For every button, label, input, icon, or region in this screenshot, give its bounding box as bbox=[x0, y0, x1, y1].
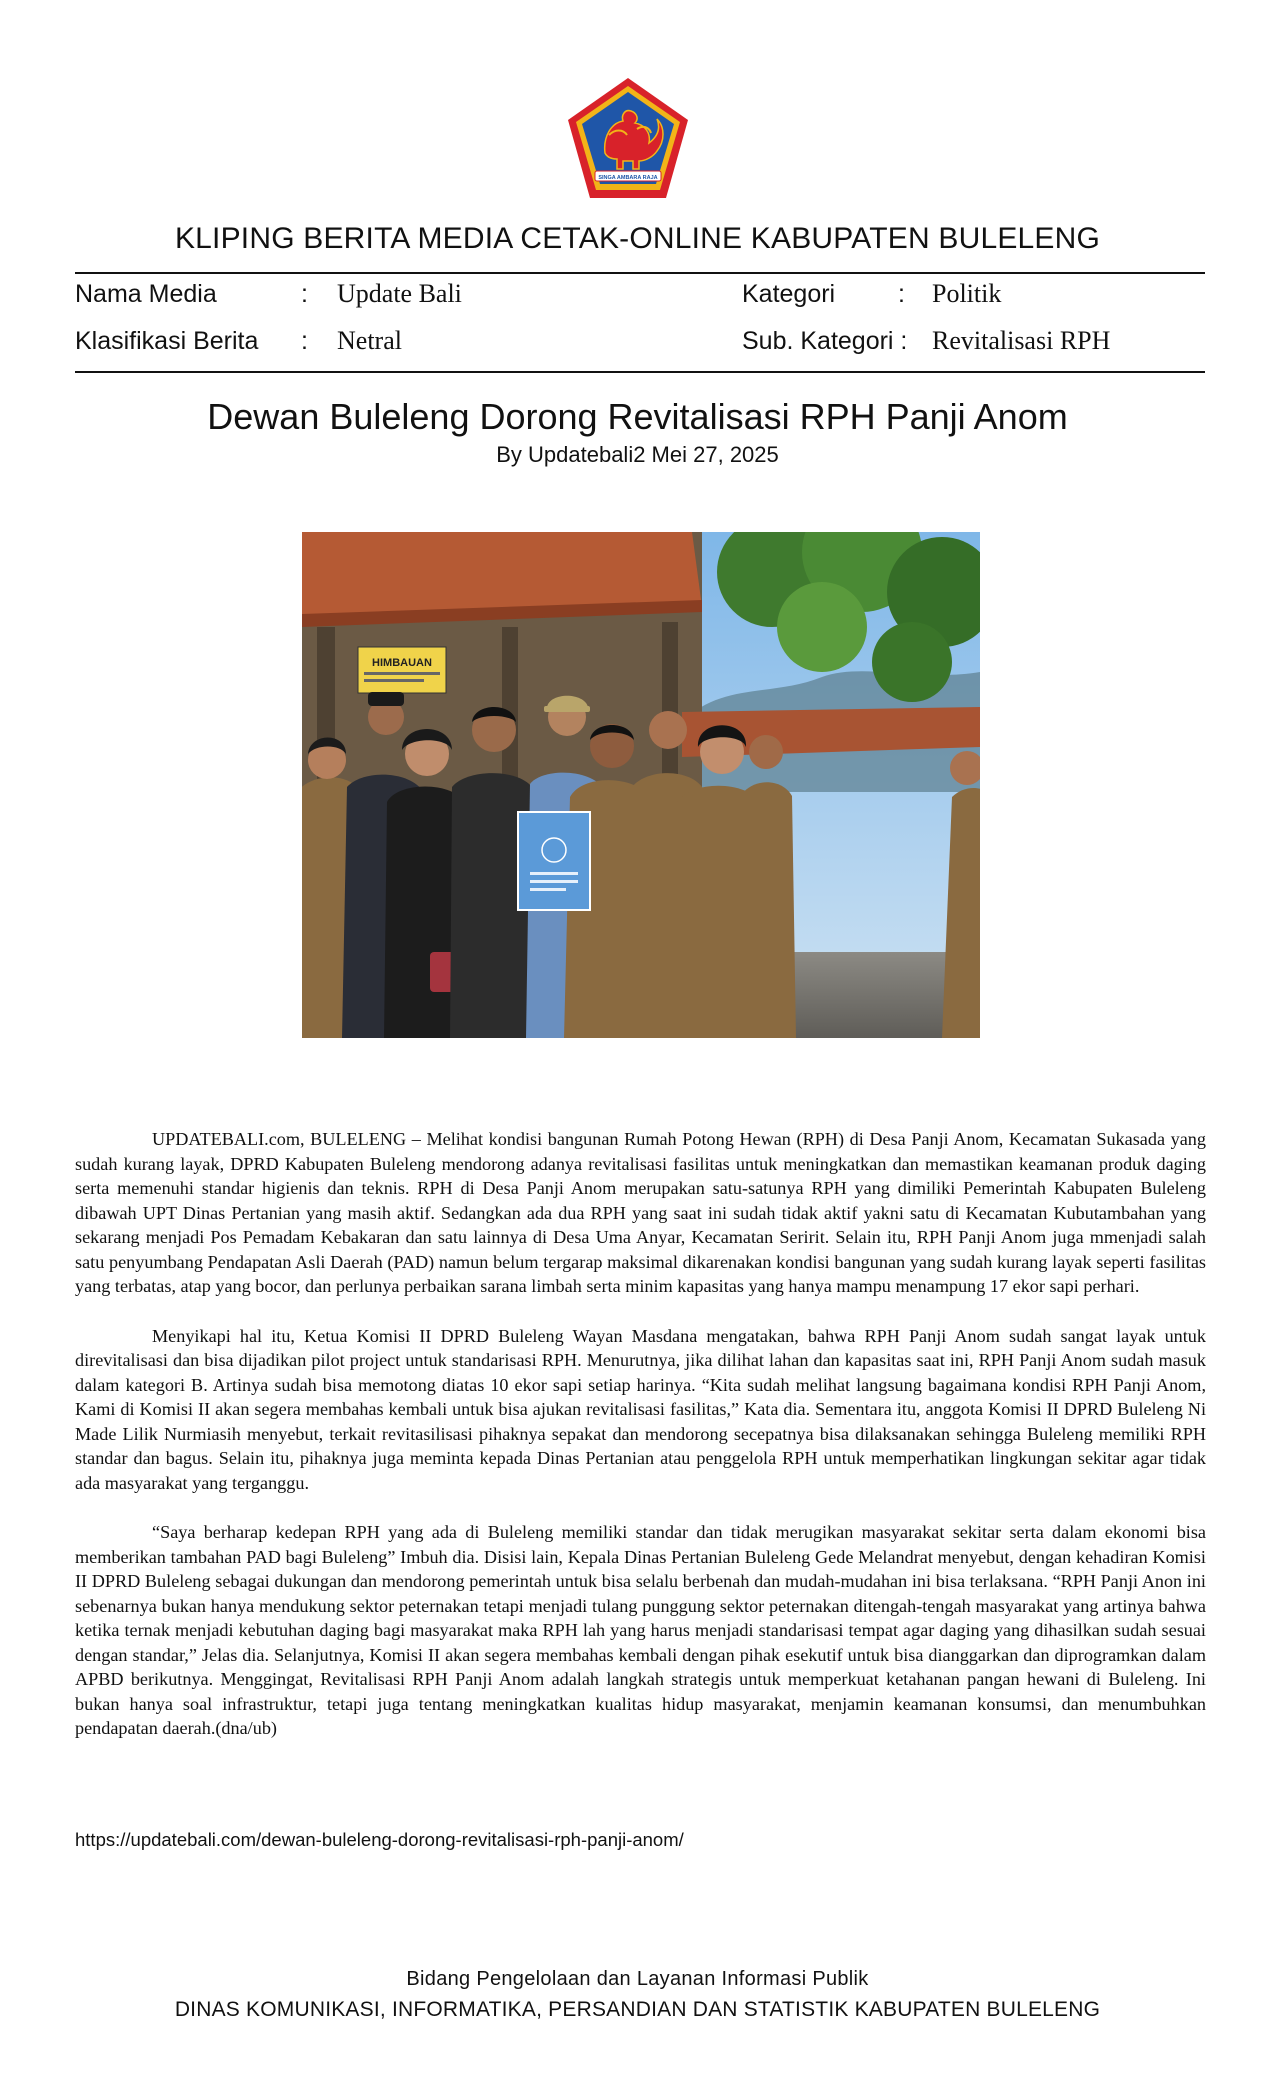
sign-text: HIMBAUAN bbox=[372, 657, 432, 669]
source-link[interactable]: https://updatebali.com/dewan-buleleng-dorong-revitalisasi-rph-panji-anom/ bbox=[75, 1829, 684, 1850]
article-paragraph: “Saya berharap kedepan RPH yang ada di Buleleng memiliki standar dan tidak merugikan masyarakat sekitar serta dalam ekonomi bisa memberikan tambahan PAD bagi Buleleng” Imbuh dia. Disisi lain, Kepala Dinas Pertanian Buleleng Gede Melandrat menyebut, dengan kehadiran Komisi II DPRD Buleleng sebagai dukungan dan mendorong pemerintah untuk bisa selalu berbenah dan mudah-mudahan ini bisa terlaksana. “RPH Panji Anon ini sebenarnya bukan hanya mendukung sektor peternakan tetapi menjadi tulang punggung sektor peternakan ditengah-tengah masyarakat yang artinya bahwa ketika ternak menjadi kebutuhan daging bagi masyarakat maka RPH lah yang harus menjadi standarisasi tempat agar daging yang dihasilkan sudah sesuai dengan standar,” Jelas dia. Selanjutnya, Komisi II akan segera membahas kembali dengan pihak esekutif untuk bisa dianggarkan dan diprogramkan dalam APBD berikutnya. Menggingat, Revitalisasi RPH Panji Anom adalah langkah strategis untuk memperkuat ketahanan pangan hewani di Buleleng. Ini bukan hanya soal infrastruktur, tetapi juga tentang meningkatkan kualitas hidup masyarakat, menjamin keamanan konsumsi, dan menumbuhkan pendapatan daerah.(dna/ub) bbox=[75, 1522, 1206, 1738]
footer-agency: DINAS KOMUNIKASI, INFORMATIKA, PERSANDIAN DAN STATISTIK KABUPATEN BULELENG bbox=[174, 1998, 1101, 2021]
article-body bbox=[75, 1127, 1206, 1766]
article-headline: Dewan Buleleng Dorong Revitalisasi RPH Panji Anom bbox=[207, 396, 1068, 437]
classification-label: Klasifikasi Berita bbox=[75, 327, 259, 355]
media-name-value: Update Bali bbox=[337, 279, 462, 308]
media-name-label: Nama Media bbox=[75, 280, 217, 308]
category-label: Kategori bbox=[742, 280, 836, 308]
subcategory-value: Revitalisasi RPH bbox=[932, 326, 1111, 355]
category-colon: : bbox=[898, 280, 905, 308]
certificate-document bbox=[518, 812, 590, 910]
divider bbox=[75, 272, 1205, 274]
media-name-colon: : bbox=[301, 280, 308, 308]
article-byline: By Updatebali2 Mei 27, 2025 bbox=[496, 442, 779, 467]
buleleng-regency-emblem-icon bbox=[565, 75, 691, 201]
article-photo bbox=[302, 532, 980, 1038]
footer-department: Bidang Pengelolaan dan Layanan Informasi Publik bbox=[406, 1968, 869, 1990]
classification-value: Netral bbox=[337, 326, 402, 355]
subcategory-label: Sub. Kategori : bbox=[742, 327, 908, 355]
classification-colon: : bbox=[301, 327, 308, 355]
article-paragraph: UPDATEBALI.com, BULELENG – Melihat kondisi bangunan Rumah Potong Hewan (RPH) di Desa Panji Anom, Kecamatan Sukasada yang sudah kurang layak, DPRD Kabupaten Buleleng mendorong adanya revitalisasi fasilitas untuk meningkatkan dan memastikan keamanan produk daging serta memenuhi standar higienis dan teknis. RPH di Desa Panji Anom merupakan satu-satunya RPH yang dimiliki Pemerintah Kabupaten Buleleng dibawah UPT Dinas Pertanian yang masih aktif. Sedangkan ada dua RPH yang saat ini sudah tidak aktif yakni satu di Kecamatan Kubutambahan yang sekarang menjadi Pos Pemadam Kebakaran dan satu lainnya di Desa Uma Anyar, Kecamatan Seririt. Selain itu, RPH Panji Anom juga mmenjadi salah satu penyumbang Pendapatan Asli Daerah (PAD) namun belum tergarap maksimal dikarenakan kondisi bangunan yang sudah kurang layak seperti fasilitas yang terbatas, atap yang bocor, dan perlunya perbaikan sarana limbah serta minim kapasitas yang hanya mampu menampung 17 ekor sapi perhari. bbox=[75, 1129, 1206, 1296]
logo-motto: SINGA AMBARA RAJA bbox=[598, 175, 658, 181]
document-title: KLIPING BERITA MEDIA CETAK-ONLINE KABUPATEN BULELENG bbox=[174, 222, 1101, 255]
category-value: Politik bbox=[932, 279, 1002, 308]
article-paragraph: Menyikapi hal itu, Ketua Komisi II DPRD Buleleng Wayan Masdana mengatakan, bahwa RPH Panji Anom sudah sangat layak untuk direvitalisasi dan bisa dijadikan pilot project untuk standarisasi RPH. Menurutnya, jika dilihat lahan dan kapasitas saat ini, RPH Panji Anom sudah masuk dalam kategori B. Artinya sudah bisa memotong diatas 10 ekor sapi setiap harinya. “Kita sudah melihat langsung bagaimana kondisi RPH Panji Anom, Kami di Komisi II akan segera membahas kembali untuk bisa ajukan revitalisasi fasilitas,” Kata dia. Sementara itu, anggota Komisi II DPRD Buleleng Ni Made Lilik Nurmiasih menyebut, terkait revitasilisasi pihaknya sepakat dan mendorong secepatnya bisa dilaksanakan sehingga Buleleng memiliki RPH standar dan bagus. Selain itu, pihaknya juga meminta kepada Dinas Pertanian atau penggelola RPH untuk memperhatikan lingkungan sekitar agar tidak ada masyarakat yang terganggu. bbox=[75, 1325, 1206, 1493]
divider bbox=[75, 371, 1205, 373]
